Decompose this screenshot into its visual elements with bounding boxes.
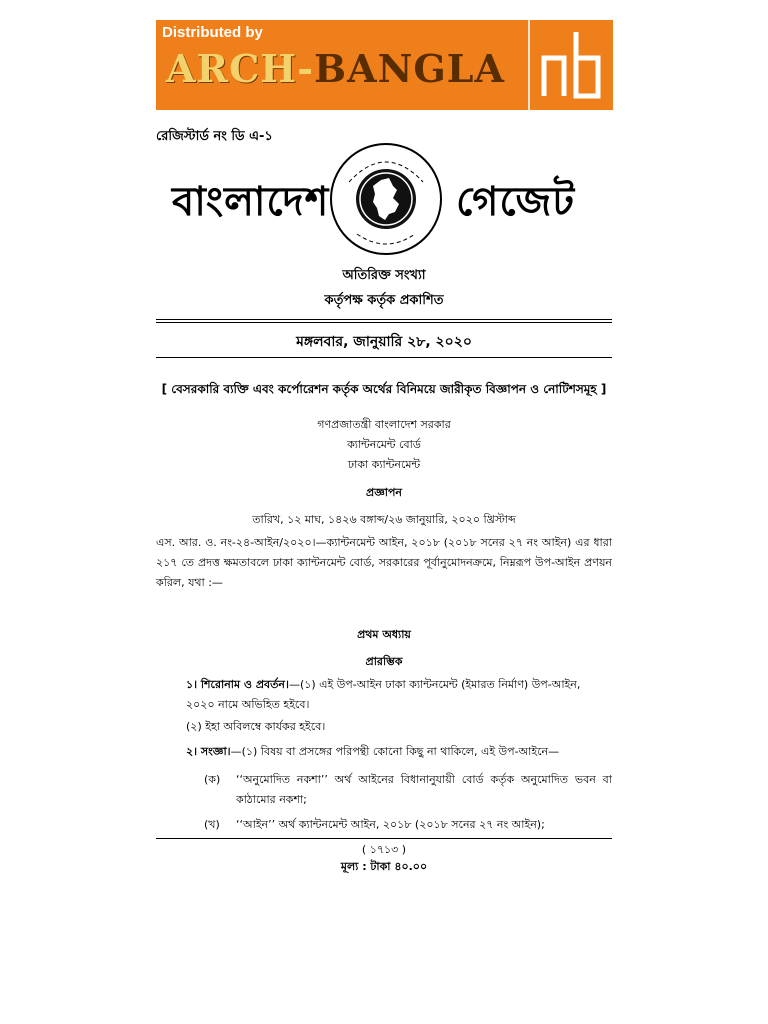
org-location: ঢাকা ক্যান্টনমেন্ট (347, 458, 421, 471)
notification-date: তারিখ, ১২ মাঘ, ১৪২৬ বঙ্গাব্দ/২৬ জানুয়ারি, ২০২০ খ্রিস্টাব্দ (252, 513, 516, 526)
chapter-number: প্রথম অধ্যায় (357, 628, 411, 641)
published-by-label: কর্তৃপক্ষ কর্তৃক প্রকাশিত (324, 293, 444, 308)
government-seal-icon (329, 142, 443, 256)
chapter-title: প্রারম্ভিক (365, 655, 403, 668)
preamble-paragraph: এস. আর. ও. নং-২৪-আইন/২০২০।—ক্যান্টনমেন্ট আইন, ২০১৮ (২০১৮ সনের ২৭ নং আইন) এর ধারা ২১৭ তে প্রদত্ত ক্ষমতাবলে ঢাকা ক্যান্টনমেন্ট বোর্ড, সরকারের পূর্বানুমোদনক্রমে, নিম্নরূপ উপ-আইন প্রণয়ন করিল, যথা :— (156, 536, 612, 589)
section-2 (186, 742, 612, 762)
definition-text: ‘‘আইন’’ অর্থ ক্যান্টনমেন্ট আইন, ২০১৮ (২০১৮ সনের ২৭ নং আইন); (236, 818, 545, 831)
notification-heading: প্রজ্ঞাপন (366, 486, 402, 499)
gazette-title-bangladesh: বাংলাদেশ (172, 179, 330, 225)
org-government: গণপ্রজাতন্ত্রী বাংলাদেশ সরকার (317, 418, 451, 431)
gazette-title-gazette: গেজেট (456, 179, 576, 225)
header-divider-top-2 (156, 322, 612, 323)
definition-item (204, 770, 612, 810)
section-1-heading: ১। শিরোনাম ও প্রবর্তন। (186, 678, 289, 691)
definition-label: (ক) (204, 773, 221, 786)
header-divider-top (156, 319, 612, 320)
notice-category: [ বেসরকারি ব্যক্তি এবং কর্পোরেশন কর্তৃক অর্থের বিনিময়ে জারীকৃত বিজ্ঞাপন ও নোটিশসমূহ ] (161, 382, 607, 396)
page-number: ( ১৭১৩ ) (361, 843, 407, 856)
footer-divider (156, 838, 612, 839)
definition-label: (খ) (204, 818, 220, 831)
header-divider-bottom (156, 357, 612, 358)
price-label: মূল্য : টাকা ৪০.০০ (340, 860, 428, 873)
definition-text: ‘‘অনুমোদিত নকশা’’ অর্থ আইনের বিধানানুযায়ী বোর্ড কর্তৃক অনুমোদিত ভবন বা কাঠামোর নকশা; (236, 773, 612, 806)
registration-number: রেজিস্টার্ড নং ডি এ-১ (156, 129, 273, 144)
brand-part-arch: ARCH (166, 46, 298, 91)
org-board: ক্যান্টনমেন্ট বোর্ড (347, 438, 421, 451)
brand-name (166, 46, 505, 91)
brand-dash: - (297, 46, 314, 91)
issue-date: মঙ্গলবার, জানুয়ারি ২৮, ২০২০ (296, 334, 472, 350)
section-1-text: —(১) এই উপ-আইন ঢাকা ক্যান্টনমেন্ট (ইমারত নির্মাণ) উপ-আইন, ২০২০ নামে অভিহিত হইবে। (186, 678, 581, 711)
section-1-subsection-2: (২) ইহা অবিলম্বে কার্যকর হইবে। (186, 720, 326, 733)
section-2-heading: ২। সংজ্ঞা। (186, 745, 231, 758)
section-1 (186, 675, 612, 715)
banner-divider (528, 20, 530, 110)
distributed-by-label: Distributed by (162, 24, 263, 41)
definition-item (204, 815, 612, 835)
extra-issue-label: অতিরিক্ত সংখ্যা (342, 268, 426, 283)
section-2-text: —(১) বিষয় বা প্রসঙ্গের পরিপন্থী কোনো কিছু না থাকিলে, এই উপ-আইনে— (230, 745, 560, 758)
ab-monogram-icon (536, 28, 606, 100)
distributor-banner (156, 20, 613, 110)
brand-part-bangla: BANGLA (314, 46, 505, 91)
